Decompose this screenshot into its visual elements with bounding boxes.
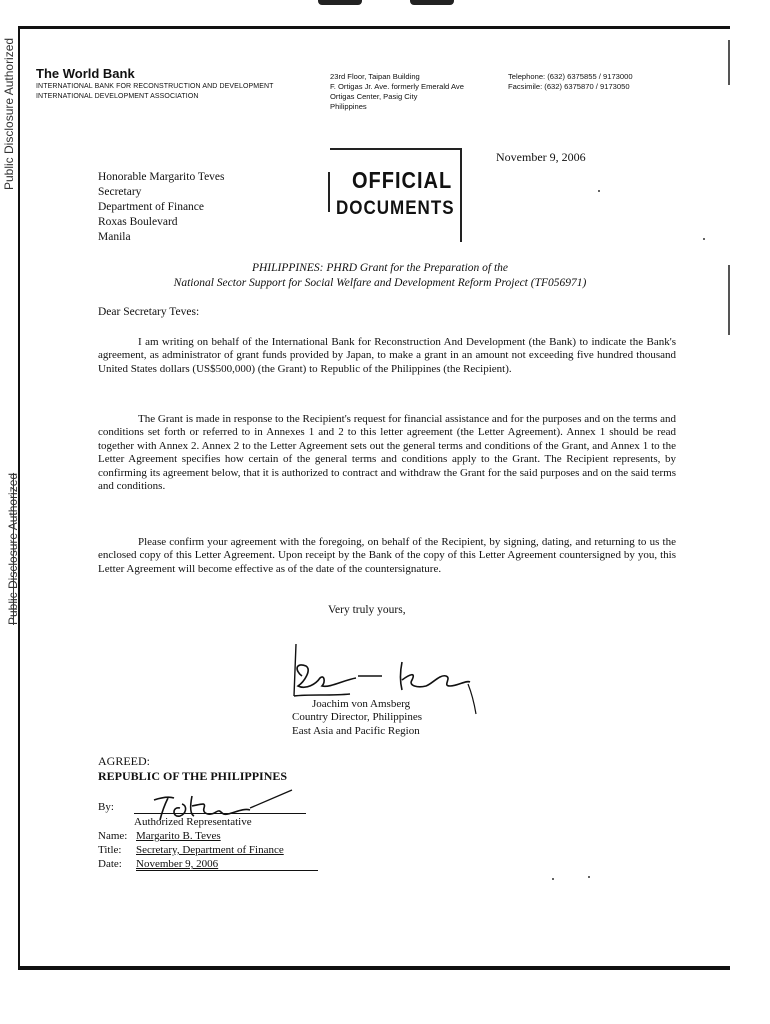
field-row (98, 857, 284, 871)
addressee-block (98, 170, 225, 245)
signatory-date: November 9, 2006 (136, 858, 219, 870)
addressee-line: Honorable Margarito Teves (98, 171, 225, 183)
scan-speck (598, 190, 600, 192)
scan-speck (588, 876, 590, 878)
signer-name: Joachim von Amsberg (312, 698, 411, 710)
page-border-top (18, 26, 730, 29)
signature-caption: Authorized Representative (134, 816, 252, 828)
field-row (98, 829, 284, 843)
page-border-right (728, 40, 730, 85)
page-border-right (728, 265, 730, 335)
official-documents-stamp (330, 148, 462, 242)
page-border-bottom (18, 966, 730, 970)
addressee-line: Secretary (98, 186, 142, 198)
address-line: 23rd Floor, Taipan Building (330, 72, 420, 81)
body-paragraph: Please confirm your agreement with the foregoing, on behalf of the Recipient, by signing, dating, and returning to us the enclosed copy of this Letter Agreement. Upon receipt by the Bank of the copy of this Letter Agreement countersigned by you, this Letter Agreement will become effective as of the date of the countersignature. (98, 536, 676, 575)
field-row (98, 843, 284, 857)
signer-block (292, 698, 422, 738)
letterhead-org: The World Bank (36, 66, 135, 81)
stamp-text: DOCUMENTS (336, 196, 455, 219)
field-label: Title: (98, 844, 122, 856)
letterhead-contact (508, 72, 633, 92)
scan-speck (552, 878, 554, 880)
agreeing-party: REPUBLIC OF THE PHILIPPINES (98, 769, 288, 783)
disclosure-watermark: Public Disclosure Authorized (6, 472, 20, 625)
address-line: Philippines (330, 102, 367, 111)
body-paragraph: The Grant is made in response to the Recipient's request for financial assistance and for the purposes and on the terms and conditions set forth or referred to in Annexes 1 and 2 to this letter agreement (the Letter Agreement). Annex 1 should be read together with Annex 2. Annex 2 to the Letter Agreement sets out the general terms and conditions of the Grant, and Annex 1 to the Letter Agreement specifies how certain of the general terms and conditions apply to the Grant. The Recipient represents, by confirming its agreement below, that it is authorized to contract and withdraw the Grant for the said purposes and on the said terms and conditions. (98, 413, 676, 493)
disclosure-watermark: Public Disclosure Authorized (2, 37, 16, 190)
scan-mark (410, 0, 454, 5)
facsimile: Facsimile: (632) 6375870 / 9173050 (508, 82, 630, 91)
subject-text: PHILIPPINES: PHRD Grant for the Preparation of the (251, 262, 509, 274)
scan-mark (318, 0, 362, 5)
by-label: By: (98, 801, 114, 813)
complimentary-close: Very truly yours, (328, 604, 406, 616)
agreement-block (98, 754, 287, 784)
letterhead-address (330, 72, 464, 112)
field-label: Date: (98, 858, 122, 870)
addressee-line: Roxas Boulevard (98, 216, 178, 228)
stamp-text: OFFICIAL (352, 168, 453, 194)
letterhead-subtitle (36, 82, 274, 102)
addressee-line: Department of Finance (98, 201, 205, 213)
address-line: F. Ortigas Jr. Ave. formerly Emerald Ave (330, 82, 464, 91)
telephone: Telephone: (632) 6375855 / 9173000 (508, 72, 633, 81)
signer-title: Country Director, Philippines (292, 711, 423, 724)
salutation: Dear Secretary Teves: (98, 306, 200, 318)
field-label: Name: (98, 830, 128, 842)
letterhead-sub-line: INTERNATIONAL BANK FOR RECONSTRUCTION AND DEVELOPMENT (36, 83, 274, 90)
body-paragraph: I am writing on behalf of the International Bank for Reconstruction And Development (the Bank) to indicate the Bank's agreement, as administrator of grant funds provided by Japan, to make a grant in an amount not exceeding five hundred thousand United States dollars (US$500,000) (the Grant) to Republic of the Philippines (the Recipient). (98, 336, 676, 375)
subject-line (90, 261, 670, 291)
agreed-label: AGREED: (98, 754, 150, 768)
signature-line (134, 813, 306, 814)
signatory-title: Secretary, Department of Finance (136, 844, 284, 856)
addressee-line: Manila (98, 231, 131, 243)
scan-speck (703, 238, 705, 240)
signatory-fields (98, 829, 284, 871)
letterhead-sub-line: INTERNATIONAL DEVELOPMENT ASSOCIATION (36, 93, 199, 100)
address-line: Ortigas Center, Pasig City (330, 92, 418, 101)
letter-date: November 9, 2006 (496, 150, 586, 164)
signer-region: East Asia and Pacific Region (292, 724, 420, 737)
signatory-name: Margarito B. Teves (136, 830, 221, 842)
date-line (136, 870, 318, 871)
subject-text: National Sector Support for Social Welfare and Development Reform Project (TF056971) (173, 277, 587, 289)
